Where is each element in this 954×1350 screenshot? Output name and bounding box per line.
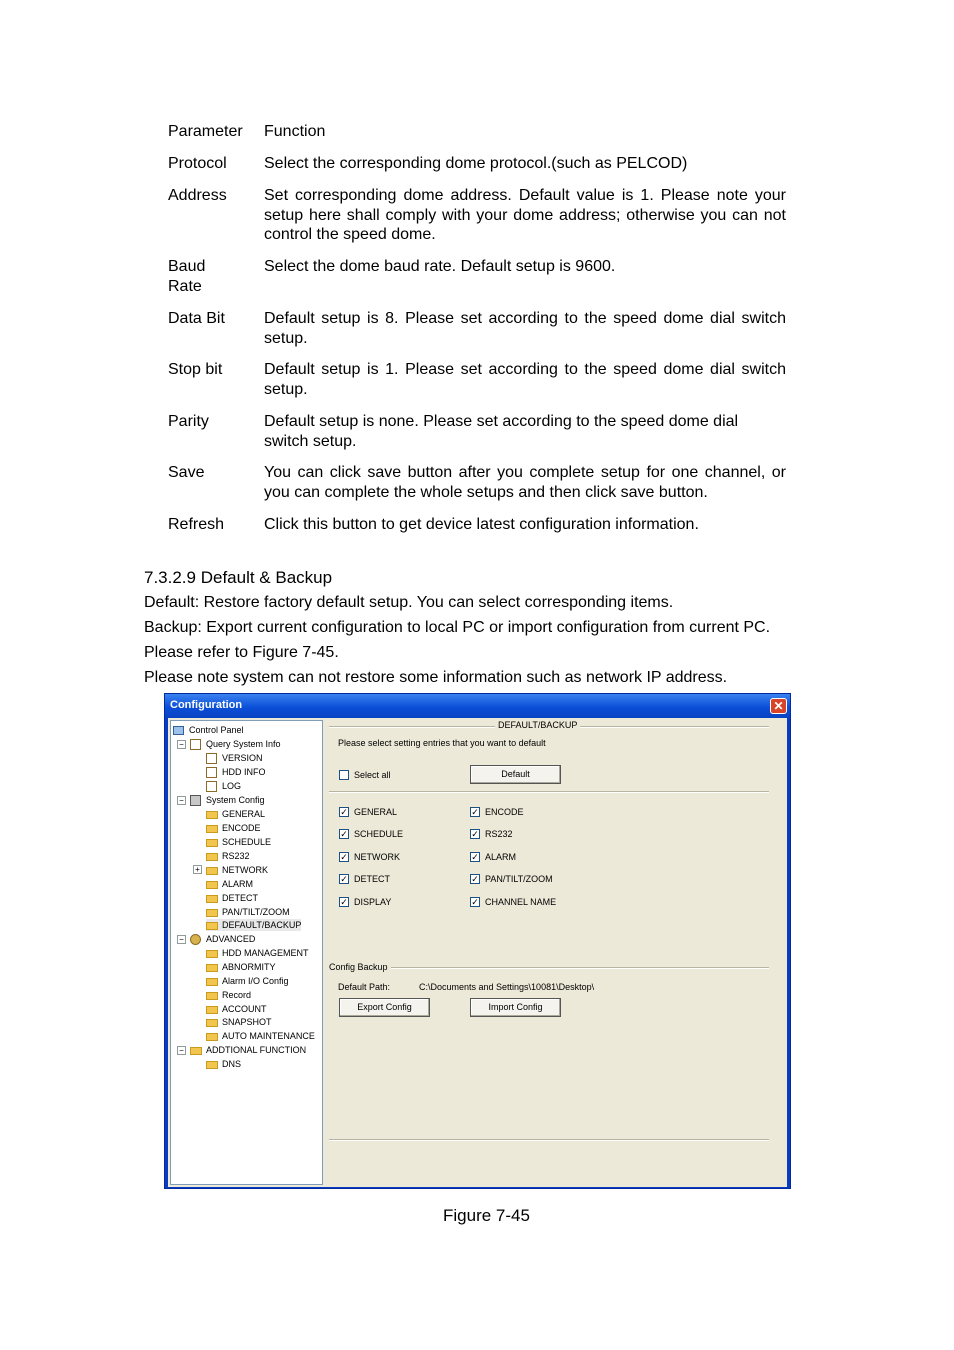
folder-icon: [206, 909, 218, 917]
tree-item-advanced[interactable]: ADVANCED: [190, 933, 255, 945]
param-data-bit: Data Bit: [168, 310, 225, 327]
table-header-parameter: Parameter: [168, 123, 243, 140]
paragraph-refer: Please refer to Figure 7-45.: [144, 644, 339, 661]
detect-label: DETECT: [354, 874, 390, 884]
tree-item-rs232[interactable]: RS232: [206, 850, 250, 862]
window-title: Configuration: [170, 699, 243, 711]
param-parity: Parity: [168, 413, 209, 430]
rs232-checkbox[interactable]: ✓: [471, 829, 479, 839]
network-label: NETWORK: [354, 852, 400, 862]
channel-name-checkbox[interactable]: ✓: [471, 897, 479, 907]
pan-tilt-zoom-label: PAN/TILT/ZOOM: [485, 874, 553, 884]
alarm-label: ALARM: [485, 852, 517, 862]
tree-item-snapshot[interactable]: SNAPSHOT: [206, 1016, 272, 1028]
tree-item-detect[interactable]: DETECT: [206, 892, 258, 904]
folder-icon: [206, 895, 218, 903]
folder-icon: [206, 867, 218, 875]
encode-checkbox[interactable]: ✓: [471, 807, 479, 817]
close-icon[interactable]: ✕: [770, 698, 787, 714]
folder-icon: [206, 1061, 218, 1069]
collapse-icon[interactable]: −: [177, 740, 186, 749]
folder-icon: [206, 853, 218, 861]
schedule-label: SCHEDULE: [354, 829, 404, 839]
folder-icon: [206, 964, 218, 972]
tree-item-general[interactable]: GENERAL: [206, 808, 265, 820]
tree-item-alarm-io-config[interactable]: Alarm I/O Config: [206, 975, 289, 987]
paragraph-default: Default: Restore factory default setup. You can select corresponding items.: [144, 594, 674, 611]
tree-item-version[interactable]: VERSION: [206, 752, 263, 764]
group-title: DEFAULT/BACKUP: [495, 720, 580, 730]
default-button[interactable]: Default: [470, 765, 561, 784]
divider: [329, 791, 769, 793]
export-config-button[interactable]: Export Config: [339, 998, 430, 1017]
func-baud-rate: Select the dome baud rate. Default setup is 9600.: [264, 258, 616, 275]
bottom-divider: [329, 1139, 769, 1141]
figure-caption: Figure 7-45: [443, 1206, 530, 1225]
param-baud-rate: Baud Rate: [168, 258, 206, 295]
func-protocol: Select the corresponding dome protocol.(such as PELCOD): [264, 155, 688, 172]
tree-item-abnormity[interactable]: ABNORMITY: [206, 961, 276, 973]
folder-icon: [206, 1019, 218, 1027]
folder-icon: [206, 1033, 218, 1041]
tree-item-network[interactable]: NETWORK: [206, 864, 268, 876]
display-checkbox[interactable]: ✓: [340, 897, 348, 907]
folder-icon: [206, 811, 218, 819]
instruction-text: Please select setting entries that you want to default: [338, 738, 546, 748]
window-titlebar[interactable]: [165, 694, 790, 718]
open-folder-icon: [206, 922, 218, 930]
configuration-window: [164, 693, 791, 1189]
tree-item-record[interactable]: Record: [206, 989, 251, 1001]
select-all-label: Select all: [354, 770, 391, 780]
tree-item-account[interactable]: ACCOUNT: [206, 1003, 267, 1015]
func-data-bit: Default setup is 8. Please set according to the speed dome dial switch setup.: [264, 310, 786, 347]
tree-item-schedule[interactable]: SCHEDULE: [206, 836, 271, 848]
tree-item-auto-maintenance[interactable]: AUTO MAINTENANCE: [206, 1030, 315, 1042]
general-checkbox[interactable]: ✓: [340, 807, 348, 817]
rs232-label: RS232: [485, 829, 513, 839]
section-heading: 7.3.2.9 Default & Backup: [144, 568, 333, 587]
folder-icon: [206, 992, 218, 1000]
backup-divider: [329, 967, 769, 969]
gears-icon: [190, 934, 201, 945]
folder-icon: [206, 950, 218, 958]
general-label: GENERAL: [354, 807, 398, 817]
notepad-icon: [206, 753, 217, 764]
param-refresh: Refresh: [168, 516, 225, 533]
tree-item-pan-tilt-zoom[interactable]: PAN/TILT/ZOOM: [206, 906, 290, 918]
notepad-icon: [206, 767, 217, 778]
collapse-icon[interactable]: −: [177, 796, 186, 805]
collapse-icon[interactable]: −: [177, 935, 186, 944]
tree-item-control-panel[interactable]: Control Panel: [173, 724, 244, 736]
func-save: You can click save button after you complete setup for one channel, or you can complete the whole setups and then click save button.: [264, 464, 786, 501]
folder-icon: [206, 881, 218, 889]
folder-icon: [206, 1006, 218, 1014]
path-label: Default Path:: [338, 982, 391, 992]
notepad-icon: [206, 781, 217, 792]
tree-item-encode[interactable]: ENCODE: [206, 822, 261, 834]
notepad-icon: [190, 739, 201, 750]
folder-icon: [206, 978, 218, 986]
paragraph-note: Please note system can not restore some information such as network IP address.: [144, 669, 728, 686]
param-address: Address: [168, 187, 227, 204]
folder-icon: [206, 825, 218, 833]
channel-name-label: CHANNEL NAME: [485, 897, 557, 907]
encode-label: ENCODE: [485, 807, 524, 817]
folder-icon: [190, 1047, 202, 1055]
collapse-icon[interactable]: −: [177, 1046, 186, 1055]
func-address: Set corresponding dome address. Default value is 1. Please note your setup here shall comply with your dome address; otherwise you can not control the speed dome.: [264, 187, 786, 243]
folder-icon: [206, 839, 218, 847]
select-all-checkbox[interactable]: [339, 770, 349, 780]
param-stop-bit: Stop bit: [168, 361, 223, 378]
tree-item-hdd-info[interactable]: HDD INFO: [206, 766, 266, 778]
expand-icon[interactable]: +: [193, 865, 202, 874]
func-parity: Default setup is none. Please set according to the speed dome dial switch setup.: [264, 413, 739, 450]
computer-icon: [173, 726, 184, 735]
tree-item-query-system-info[interactable]: Query System Info: [190, 738, 281, 750]
tree-item-hdd-management[interactable]: HDD MANAGEMENT: [206, 947, 309, 959]
tree-item-system-config[interactable]: System Config: [190, 794, 265, 806]
detect-checkbox[interactable]: ✓: [340, 874, 348, 884]
path-value: C:\Documents and Settings\10081\Desktop\: [419, 982, 595, 992]
window-client: [168, 718, 787, 1187]
network-checkbox[interactable]: ✓: [340, 852, 348, 862]
func-stop-bit: Default setup is 1. Please set according to the speed dome dial switch setup.: [264, 361, 786, 398]
config-tree[interactable]: [170, 720, 323, 1185]
tools-icon: [190, 795, 201, 806]
alarm-checkbox[interactable]: ✓: [471, 852, 479, 862]
schedule-checkbox[interactable]: ✓: [340, 829, 348, 839]
tree-item-dns[interactable]: DNS: [206, 1058, 241, 1070]
param-protocol: Protocol: [168, 155, 227, 172]
table-header-function: Function: [264, 123, 326, 140]
default-backup-panel: [325, 718, 787, 1187]
param-save: Save: [168, 464, 205, 481]
backup-title: Config Backup: [326, 962, 391, 972]
paragraph-backup: Backup: Export current configuration to local PC or import configuration from current PC.: [144, 619, 771, 636]
tree-item-alarm[interactable]: ALARM: [206, 878, 253, 890]
func-refresh: Click this button to get device latest configuration information.: [264, 516, 699, 533]
import-config-button[interactable]: Import Config: [470, 998, 561, 1017]
tree-item-default-backup[interactable]: DEFAULT/BACKUP: [206, 919, 301, 931]
tree-item-additional-function[interactable]: ADDTIONAL FUNCTION: [190, 1044, 306, 1056]
display-label: DISPLAY: [354, 897, 392, 907]
tree-item-log[interactable]: LOG: [206, 780, 241, 792]
pan-tilt-zoom-checkbox[interactable]: ✓: [471, 874, 479, 884]
